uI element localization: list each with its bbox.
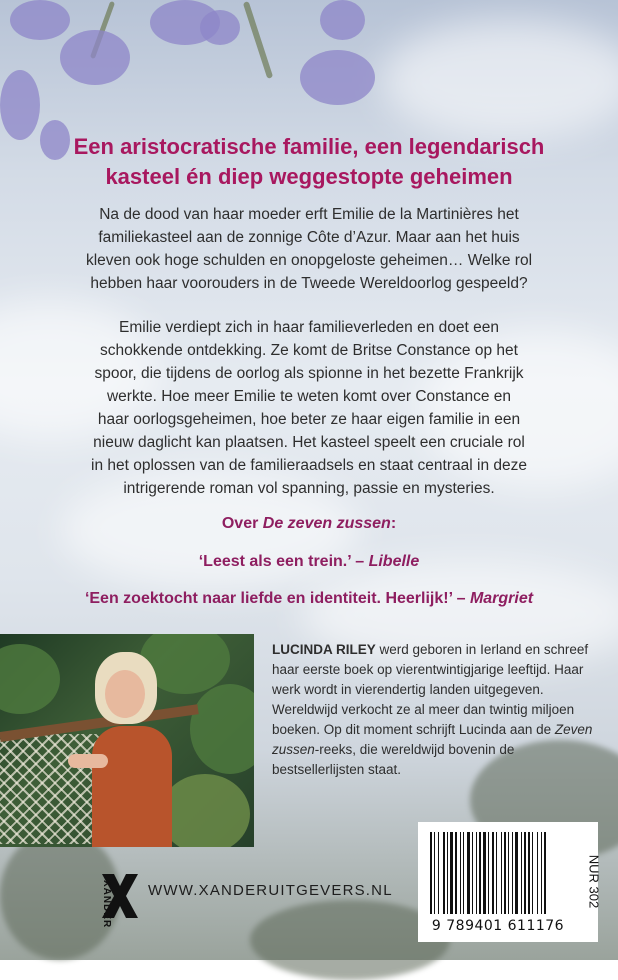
- blurb-line: in het oplossen van de familieraadsels en staat centraal in deze: [91, 457, 527, 474]
- blurb-line: haar oorlogsgeheimen, hoe beter ze haar eigen familie in een: [97, 411, 521, 428]
- blurb-line: Na de dood van haar moeder erft Emilie de la Martinières het: [99, 206, 519, 223]
- blurb-line: familiekasteel aan de zonnige Côte d’Azur. Maar aan het huis: [98, 229, 520, 246]
- bio-text: werd geboren in Ierland en schreef haar eerste boek op vierentwintigjarige leeftijd. Haar werk wordt in vierendertig landen uitgegeven. Wereldwijd verkocht ze al meer dan twintig miljoen boeken. Op dit moment schrijft Lucinda aan de: [272, 642, 589, 737]
- blurb-line: spoor, die tijdens de oorlog als spionne in het bezette Frankrijk: [94, 365, 524, 382]
- blurb-line: kleven ook hoge schulden en onopgeloste geheimen… Welke rol: [85, 252, 533, 269]
- review-intro-prefix: Over: [221, 515, 263, 532]
- review-quote-1: [0, 553, 618, 571]
- bio-text: -reeks, die wereldwijd bovenin de bestsellerlijsten staat.: [272, 742, 515, 777]
- quote-source: Libelle: [368, 553, 420, 570]
- bio-series-title: Zeven zussen: [272, 722, 593, 757]
- author-photo: [0, 634, 254, 847]
- headline: [40, 132, 578, 192]
- review-intro: [0, 515, 618, 533]
- blurb-paragraph-2: [36, 316, 582, 500]
- blurb-line: hebben haar voorouders in de Tweede Wereldoorlog gespeeld?: [90, 275, 528, 292]
- series-title: De zeven zussen: [262, 515, 391, 532]
- publisher-logo-text: XANDER: [101, 880, 112, 929]
- isbn-number: 9 789401 611176: [431, 918, 565, 934]
- quote-text: ‘Leest als een trein.’ –: [198, 553, 369, 570]
- author-name: LUCINDA RILEY: [272, 642, 376, 657]
- headline-line: Een aristocratische familie, een legendarisch: [73, 134, 545, 159]
- blurb-line: werkte. Hoe meer Emilie te weten komt over Constance en: [106, 388, 512, 405]
- author-bio: [272, 640, 594, 780]
- quote-source: Margriet: [469, 590, 534, 607]
- barcode: [418, 822, 602, 942]
- review-quote-2: [0, 590, 618, 608]
- blurb-paragraph-1: [36, 203, 582, 295]
- blurb-line: intrigerende roman vol spanning, passie en mysteries.: [123, 480, 495, 497]
- nur-code: NUR 302: [586, 854, 602, 909]
- blurb-line: schokkende ontdekking. Ze komt de Britse Constance op het: [100, 342, 518, 359]
- quote-text: ‘Een zoektocht naar liefde en identiteit. Heerlijk!’ –: [84, 590, 470, 607]
- blurb-line: nieuw daglicht kan plaatsen. Het kasteel speelt een cruciale rol: [93, 434, 525, 451]
- headline-line: kasteel én diep weggestopte geheimen: [105, 164, 513, 189]
- blurb-line: Emilie verdiept zich in haar familieverleden en doet een: [119, 319, 499, 336]
- review-intro-suffix: :: [390, 515, 397, 532]
- publisher-url[interactable]: WWW.XANDERUITGEVERS.NL: [148, 882, 393, 899]
- barcode-bars: [430, 832, 567, 914]
